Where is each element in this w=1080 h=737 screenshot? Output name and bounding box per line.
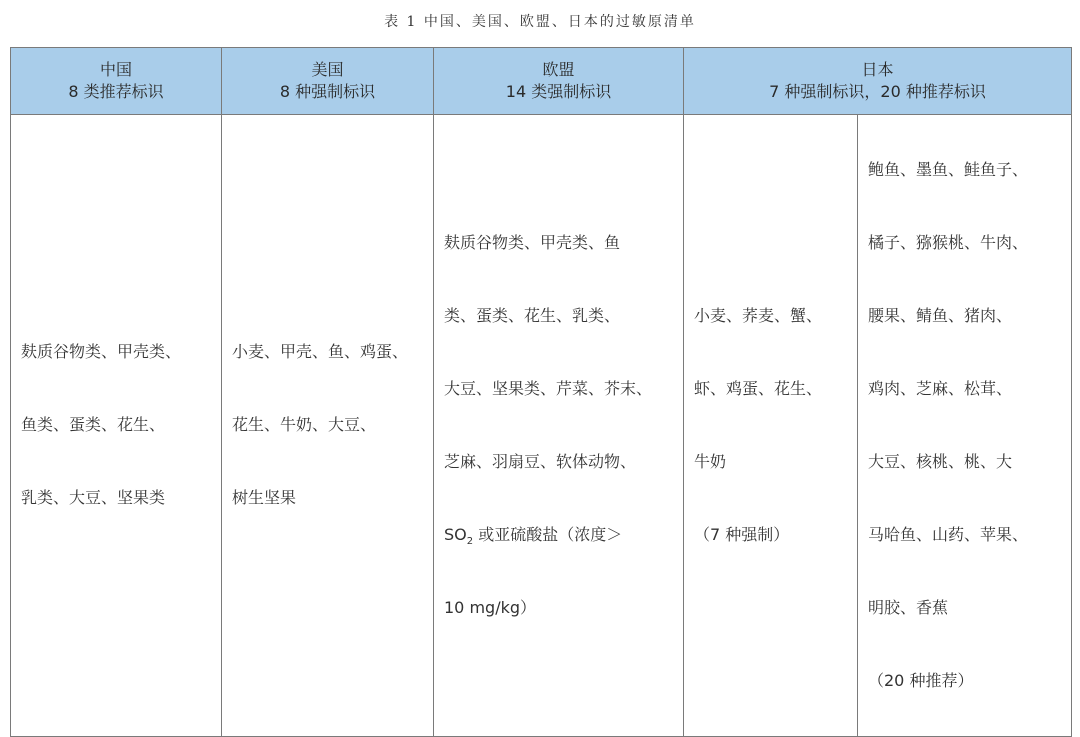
cell-line: 鲍鱼、墨鱼、鲑鱼子、	[868, 159, 1029, 179]
so2-prefix: SO	[444, 524, 467, 544]
header-japan	[684, 48, 1072, 115]
cell-line: 类、蛋类、花生、乳类、	[444, 305, 621, 325]
cell-line: 橘子、猕猴桃、牛肉、	[868, 232, 1029, 252]
cell-china	[11, 115, 222, 737]
header-usa	[222, 48, 434, 115]
table-caption: 表 1 中国、美国、欧盟、日本的过敏原清单	[384, 14, 696, 30]
cell-line: 麸质谷物类、甲壳类、鱼	[444, 232, 621, 252]
header-japan-sub: 7 种强制标识，20 种推荐标识	[769, 82, 986, 101]
cell-line: 芝麻、羽扇豆、软体动物、	[444, 451, 637, 471]
so2-rest: 或亚硫酸盐（浓度＞	[473, 524, 623, 544]
cell-eu	[434, 115, 684, 737]
table-body-row	[11, 115, 1072, 737]
cell-usa	[222, 115, 434, 737]
header-eu	[434, 48, 684, 115]
header-eu-name: 欧盟	[542, 60, 575, 79]
cell-line: 明胶、香蕉	[868, 597, 949, 617]
cell-japan-mandatory	[684, 115, 858, 737]
cell-line: 小麦、荞麦、蟹、	[694, 305, 823, 325]
cell-line: （20 种推荐）	[868, 670, 974, 690]
cell-line: 大豆、核桃、桃、大	[868, 451, 1013, 471]
cell-line: 10 mg/kg）	[444, 597, 537, 617]
cell-japan-recommended	[858, 115, 1072, 737]
cell-line: 乳类、大豆、坚果类	[21, 488, 166, 507]
cell-line: 麸质谷物类、甲壳类、	[21, 342, 182, 361]
so2-subscript: 2	[466, 535, 474, 547]
header-china-name: 中国	[99, 60, 132, 79]
table-header-row	[11, 48, 1072, 115]
cell-line: 鸡肉、芝麻、松茸、	[868, 378, 1013, 398]
cell-line: 小麦、甲壳、鱼、鸡蛋、	[232, 342, 409, 361]
cell-line: 鱼类、蛋类、花生、	[21, 415, 166, 434]
cell-line: 牛奶	[694, 451, 727, 471]
header-china-sub: 8 类推荐标识	[68, 82, 164, 101]
cell-line: （7 种强制）	[694, 524, 790, 544]
cell-line: 大豆、坚果类、芹菜、芥末、	[444, 378, 653, 398]
cell-line: 虾、鸡蛋、花生、	[694, 378, 823, 398]
cell-line: 腰果、鲭鱼、猪肉、	[868, 305, 1013, 325]
so2-line	[444, 517, 673, 554]
header-usa-sub: 8 种强制标识	[279, 82, 376, 101]
header-japan-name: 日本	[861, 60, 894, 79]
cell-line: 花生、牛奶、大豆、	[232, 415, 377, 434]
header-china	[11, 48, 222, 115]
cell-line: 树生坚果	[232, 488, 297, 507]
cell-line: 马哈鱼、山药、苹果、	[868, 524, 1029, 544]
header-eu-sub: 14 类强制标识	[505, 82, 612, 101]
header-usa-name: 美国	[311, 60, 344, 79]
allergen-table	[10, 47, 1072, 737]
